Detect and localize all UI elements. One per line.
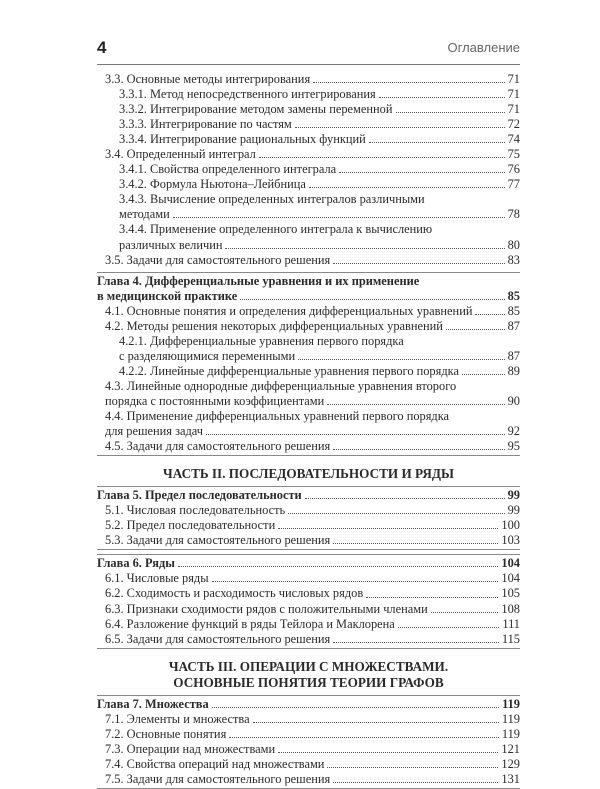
toc-entry: [97, 304, 520, 319]
entry-title-line: для решения задач: [105, 424, 204, 439]
page-ref: 75: [507, 147, 520, 162]
leader-dots: [333, 449, 504, 450]
entry-title-last-line: [119, 207, 520, 222]
page-ref: 95: [507, 439, 520, 454]
toc-entry: [97, 192, 520, 222]
page-ref: 85: [507, 303, 520, 318]
page-ref: 87: [507, 348, 520, 363]
toc-entry: [97, 727, 520, 742]
leader-dots: [173, 217, 505, 218]
chapter-title: [97, 274, 520, 304]
leader-dots: [333, 263, 504, 264]
entry-title: 5.1. Числовая последовательность: [105, 503, 286, 518]
page-ref: 99: [507, 503, 520, 518]
chapter-block: [97, 695, 520, 789]
toc-entry: [97, 132, 520, 147]
leader-dots: [379, 97, 505, 98]
part-heading-line: ЧАСТЬ II. ПОСЛЕДОВАТЕЛЬНОСТИ И РЯДЫ: [163, 466, 454, 482]
leader-dots: [225, 248, 504, 249]
toc-entry: [97, 162, 520, 177]
page-ref: 83: [507, 252, 520, 267]
toc-entry: [97, 102, 520, 117]
entry-title-line: 4.4. Применение дифференциальных уравнений первого порядка: [105, 409, 450, 424]
toc-entry: [97, 439, 520, 454]
entry-title-line: методами: [119, 207, 170, 222]
page-ref: 71: [507, 102, 520, 117]
page-ref: 119: [501, 711, 520, 726]
entry-title: 4.2. Методы решения некоторых дифференциальных уравнений: [105, 318, 443, 333]
entry-title-line: Глава 4. Дифференциальные уравнения и их применение: [97, 273, 420, 288]
entry-title: Глава 6. Ряды: [97, 556, 175, 571]
leader-dots: [309, 187, 505, 188]
toc-entry: [97, 602, 520, 617]
page-ref: 90: [507, 393, 520, 408]
entry-title-line: различных величин: [119, 237, 223, 252]
entry-title: 3.4. Определенный интеграл: [105, 147, 256, 162]
chapter-title: [97, 488, 520, 503]
leader-dots: [327, 767, 498, 768]
entry-title-last-line: [119, 349, 520, 364]
entry-title: 4.1. Основные понятия и определения дифференциальных уравнений: [105, 303, 473, 318]
leader-dots: [229, 737, 499, 738]
toc-entry: [97, 334, 520, 364]
leader-dots: [446, 329, 505, 330]
entry-title: Глава 5. Предел последовательности: [97, 488, 302, 503]
entry-title: 7.5. Задачи для самостоятельного решения: [105, 771, 331, 786]
entry-title: 3.5. Задачи для самостоятельного решения: [105, 252, 331, 267]
entry-title: 4.5. Задачи для самостоятельного решения: [105, 439, 331, 454]
toc-entry: [97, 757, 520, 772]
entry-title: 3.4.1. Свойства определенного интеграла: [119, 162, 337, 177]
table-of-contents: [97, 72, 520, 789]
chapter-title: [97, 697, 520, 712]
part-heading: [97, 659, 520, 691]
entry-title-line: с разделяющимися переменными: [119, 348, 296, 363]
entry-title: 7.3. Операции над множествами: [105, 741, 276, 756]
entry-title-last-line: [105, 424, 520, 439]
entry-title-line: 4.3. Линейные однородные дифференциальные уравнения второго: [105, 378, 457, 393]
entry-title-line: 4.2.1. Дифференциальные уравнения первого порядка: [119, 333, 404, 348]
leader-dots: [206, 434, 505, 435]
leader-dots: [212, 707, 499, 708]
page-ref: 111: [502, 616, 520, 631]
leader-dots: [396, 112, 505, 113]
toc-entry: [97, 379, 520, 409]
entry-title: 3.4.2. Формула Ньютона–Лейбница: [119, 177, 306, 192]
entry-title-last-line: [105, 394, 520, 409]
entry-title: 7.2. Основные понятия: [105, 726, 227, 741]
toc-entry: [97, 177, 520, 192]
leader-dots: [366, 597, 498, 598]
toc-entry: [97, 409, 520, 439]
page-ref: 72: [507, 117, 520, 132]
toc-entry: [97, 503, 520, 518]
leader-dots: [327, 404, 504, 405]
leader-dots: [475, 314, 504, 315]
entry-title: 7.4. Свойства операций над множествами: [105, 756, 325, 771]
page-ref: 108: [501, 601, 520, 616]
leader-dots: [288, 513, 504, 514]
page-ref: 104: [501, 571, 520, 586]
part-heading: [97, 466, 520, 482]
entry-title: 3.3.3. Интегрирование по частям: [119, 117, 292, 132]
entry-title: 4.2.2. Линейные дифференциальные уравнения первого порядка: [119, 363, 459, 378]
entry-title-line: 3.4.4. Применение определенного интеграла к вычислению: [119, 222, 433, 237]
toc-entry: [97, 586, 520, 601]
toc-entry: [97, 72, 520, 87]
page-ref: 119: [502, 696, 520, 711]
toc-entry: [97, 87, 520, 102]
page-ref: 131: [501, 771, 520, 786]
toc-entry: [97, 518, 520, 533]
page-ref: 100: [501, 518, 520, 533]
page-ref: 99: [507, 488, 520, 503]
entry-title: 3.3. Основные методы интегрирования: [105, 72, 311, 86]
toc-entry: [97, 632, 520, 647]
entry-title: 6.5. Задачи для самостоятельного решения: [105, 631, 331, 646]
part-heading-line: ОСНОВНЫЕ ПОНЯТИЯ ТЕОРИИ ГРАФОВ: [173, 674, 444, 690]
entry-title: 6.2. Сходимость и расходимость числовых рядов: [105, 586, 364, 601]
leader-dots: [278, 752, 498, 753]
leader-dots: [259, 157, 505, 158]
toc-entry: [97, 772, 520, 787]
leader-dots: [333, 782, 498, 783]
part-heading-line: ЧАСТЬ III. ОПЕРАЦИИ С МНОЖЕСТВАМИ.: [168, 658, 449, 674]
page-ref: 92: [507, 424, 520, 439]
entry-title: 5.2. Предел последовательности: [105, 518, 276, 533]
page-ref: 105: [501, 586, 520, 601]
entry-title: 7.1. Элементы и множества: [105, 711, 250, 726]
leader-dots: [295, 127, 505, 128]
entry-title-line: порядка с постоянными коэффициентами: [105, 393, 325, 408]
toc-entry: [97, 364, 520, 379]
leader-dots: [462, 374, 505, 375]
leader-dots: [278, 528, 498, 529]
entry-title: 5.3. Задачи для самостоятельного решения: [105, 533, 331, 548]
page-number: 4: [97, 38, 107, 57]
page-ref: 89: [507, 363, 520, 378]
page-ref: 80: [507, 237, 520, 252]
page-ref: 76: [507, 162, 520, 177]
entry-title: 3.3.2. Интегрирование методом замены переменной: [119, 102, 393, 117]
leader-dots: [313, 82, 504, 83]
chapter-block: [97, 272, 520, 457]
leader-dots: [339, 172, 504, 173]
page-ref: 129: [501, 756, 520, 771]
running-title: Оглавление: [447, 40, 520, 55]
page-ref: 115: [501, 631, 520, 646]
leader-dots: [398, 627, 500, 628]
toc-entry: [97, 222, 520, 252]
toc-entry: [97, 319, 520, 334]
page-ref: 87: [507, 318, 520, 333]
leader-dots: [333, 642, 499, 643]
toc-entry: [97, 533, 520, 548]
toc-entry: [97, 712, 520, 727]
page-ref: 119: [501, 726, 520, 741]
toc-entry: [97, 117, 520, 132]
leader-dots: [431, 612, 499, 613]
page-ref: 74: [507, 132, 520, 147]
leader-dots: [333, 543, 498, 544]
page-ref: 103: [501, 533, 520, 548]
page-ref: 71: [507, 72, 520, 86]
entry-title-last-line: [119, 238, 520, 253]
entry-title-last-line: [97, 289, 520, 304]
toc-entry: [97, 617, 520, 632]
page-ref: 121: [501, 741, 520, 756]
entry-title: 3.3.1. Метод непосредственного интегрирования: [119, 87, 376, 102]
chapter-block: [97, 554, 520, 648]
page-ref: 77: [507, 177, 520, 192]
chapter-block: [97, 486, 520, 550]
section-list: [97, 72, 520, 268]
chapter-title: [97, 556, 520, 571]
leader-dots: [369, 142, 505, 143]
entry-title-line: в медицинской практике: [97, 288, 238, 303]
entry-title: 6.1. Числовые ряды: [105, 571, 209, 586]
leader-dots: [240, 299, 504, 300]
entry-title: 3.3.4. Интегрирование рациональных функций: [119, 132, 366, 147]
entry-title: 6.3. Признаки сходимости рядов с положительными членами: [105, 601, 428, 616]
leader-dots: [298, 359, 505, 360]
leader-dots: [212, 581, 499, 582]
leader-dots: [178, 566, 499, 567]
page-ref: 71: [507, 87, 520, 102]
page-ref: 78: [507, 207, 520, 222]
entry-title-line: 3.4.3. Вычисление определенных интегралов различными: [119, 192, 425, 207]
page-ref: 85: [507, 288, 520, 303]
leader-dots: [253, 722, 499, 723]
toc-entry: [97, 253, 520, 268]
toc-entry: [97, 742, 520, 757]
header-divider: [97, 64, 520, 65]
entry-title: Глава 7. Множества: [97, 696, 209, 711]
toc-entry: [97, 571, 520, 586]
toc-entry: [97, 147, 520, 162]
page-ref: 104: [501, 556, 520, 571]
entry-title: 6.4. Разложение функций в ряды Тейлора и Маклорена: [105, 616, 395, 631]
leader-dots: [305, 498, 505, 499]
